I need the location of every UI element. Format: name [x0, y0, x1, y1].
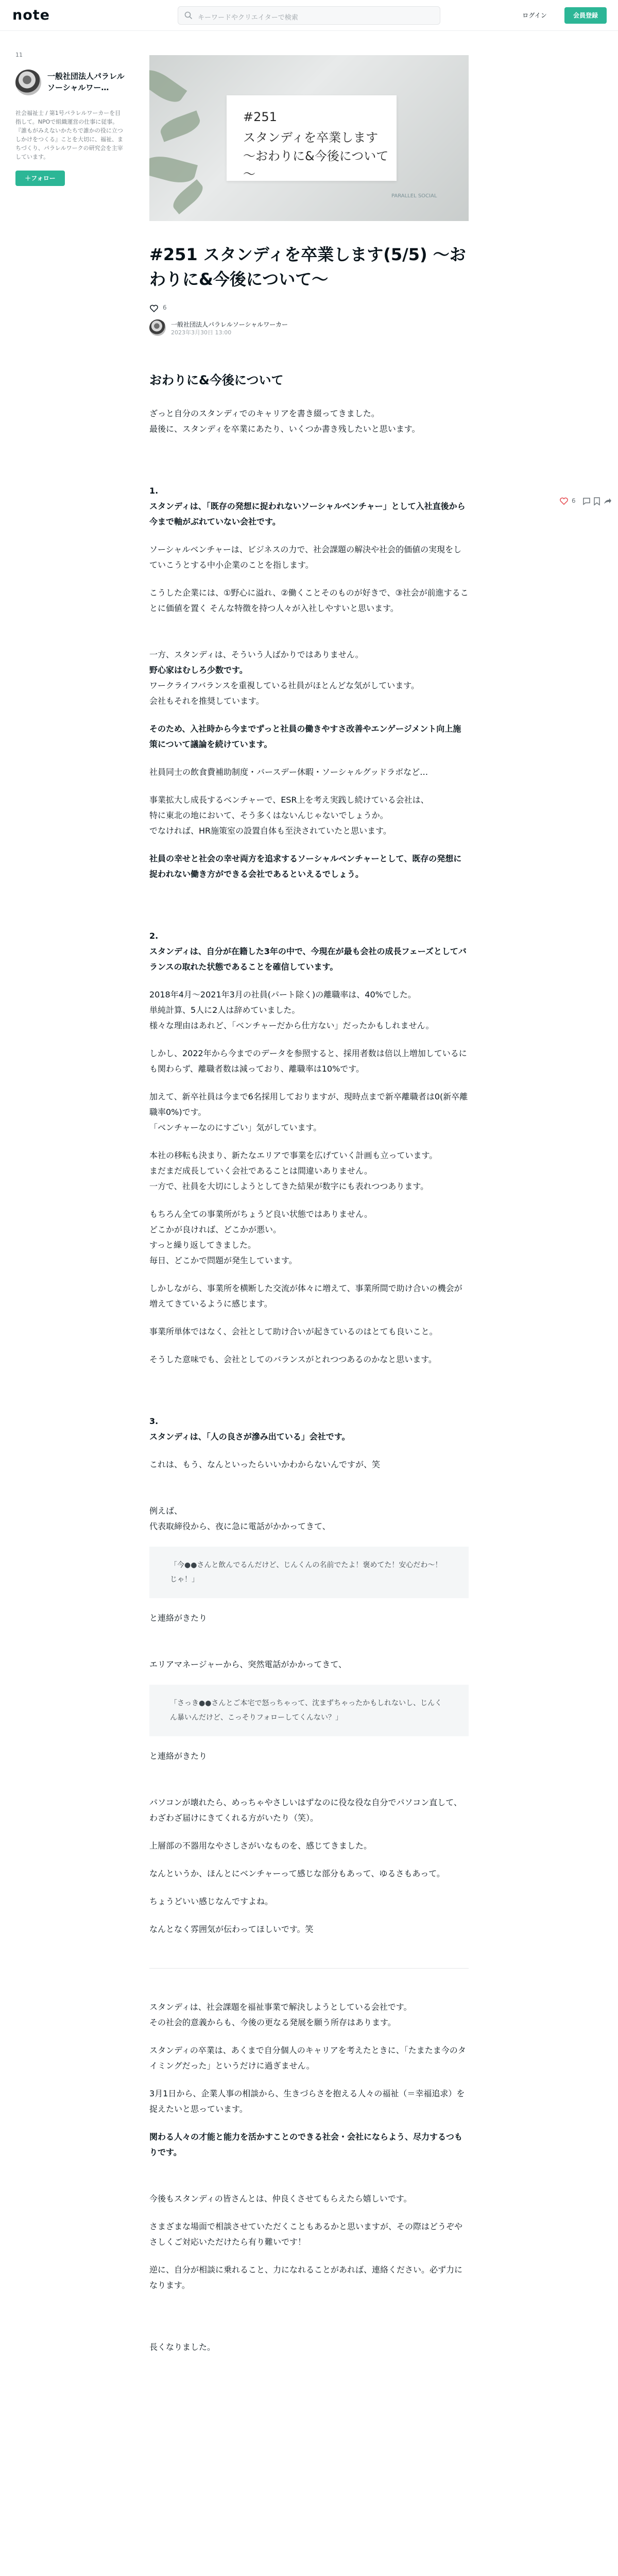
section-heading: スタンディは、「人の良さが滲み出ている」会社です。: [149, 1432, 350, 1442]
author-row: [15, 67, 124, 98]
paragraph: しかし、2022年から今までのデータを参照すると、採用者数は倍以上増加しているにも関わらず、離職者数は減っており、離職率は10%です。: [149, 1048, 467, 1074]
paragraph: 野心家はむしろ少数です。: [149, 665, 248, 675]
paragraph: 単純計算、5人に2人は辞めていました。: [149, 1005, 300, 1015]
paragraph: その社会的意義からも、今後の更なる発展を願う所存はあります。: [149, 2018, 396, 2027]
hero-image: [149, 55, 469, 221]
heart-icon[interactable]: [149, 304, 159, 313]
paragraph: 本社の移転も決まり、新たなエリアで事業を広げていく計画も立っています。: [149, 1150, 438, 1160]
paragraph: スタンディは、社会課題を福祉事業で解決しようとしている会社です。: [149, 2002, 412, 2012]
paragraph: 2018年4月〜2021年3月の社員(パート除く)の離職率は、40%でした。: [149, 990, 416, 999]
byline-author[interactable]: 一般社団法人パラレルソーシャルワーカー: [171, 321, 288, 328]
follow-label: フォロー: [31, 175, 56, 182]
paragraph: 一方、スタンディは、そういう人ばかりではありません。: [149, 650, 364, 659]
paragraph: 代表取締役から、夜に急に電話がかかってきて、: [149, 1521, 331, 1531]
paragraph: 関わる人々の才能と能力を活かすことのできる社会・会社にならよう、尽力するつもりです。: [149, 2132, 462, 2157]
search-input[interactable]: [178, 6, 440, 25]
paragraph: エリアマネージャーから、突然電話がかかってきて、: [149, 1659, 347, 1669]
follow-button[interactable]: [15, 171, 65, 186]
quote-block: 「さっき●●さんとご本宅で怒っちゃって、沈まずちゃったかもしれないし、じんくん暴いんだけど、こっそりフォローしてくんない？」: [149, 1685, 469, 1736]
paragraph: 加えて、新卒社員は今まで6名採用しておりますが、現時点まで新卒離職者は0(新卒離職率0%)です。: [149, 1092, 468, 1117]
paragraph: パソコンが壊れたら、めっちゃやさしいはずなのに役な役な自分でパソコン直して、わざわざ届けにきてくれる方がいたり（笑）。: [149, 1798, 462, 1823]
note-logo[interactable]: note: [12, 7, 50, 23]
magazine-number[interactable]: 11: [15, 52, 23, 58]
paragraph: 今後もスタンディの皆さんとは、仲良くさせてもらえたら嬉しいです。: [149, 2194, 412, 2204]
paragraph: そうした意味でも、会社としてのバランスがとれつつあるのかなと思います。: [149, 1354, 437, 1364]
login-button[interactable]: ログイン: [522, 12, 547, 19]
author-sidebar: [15, 52, 124, 186]
paragraph: 3月1日から、企業人事の相談から、生きづらさを抱える人々の福祉（＝幸福追求）を捉えたいと思っています。: [149, 2089, 465, 2114]
paragraph: なんとなく雰囲気が伝わってほしいです。笑: [149, 1924, 314, 1934]
signup-button[interactable]: 会員登録: [564, 7, 607, 24]
hero-line-3: ～おわりに&今後について～: [243, 149, 389, 181]
paragraph: 様々な理由はあれど、「ベンチャーだから仕方ない」だったかもしれません。: [149, 1021, 434, 1030]
article-body: [149, 242, 469, 2355]
leaf-decoration: [169, 179, 207, 214]
paragraph: 会社もそれを推奨しています。: [149, 696, 264, 706]
section-number: 2.: [149, 931, 159, 941]
article-title: #251 スタンディを卒業します(5/5) 〜おわりに&今後について〜: [149, 245, 466, 289]
paragraph: 事業拡大し成長するベンチャーで、ESR上を考え実践し続けている会社は、: [149, 795, 429, 805]
section-number: 1.: [149, 486, 159, 496]
bookmark-icon[interactable]: [592, 497, 602, 506]
search-placeholder: キーワードやクリエイターで検索: [198, 14, 298, 22]
paragraph: 例えば、: [149, 1506, 183, 1516]
paragraph: まだまだ成長していく会社であることは間違いありません。: [149, 1166, 372, 1176]
paragraph: 一方で、社員を大切にしようとしてきた結果が数字にも表れつつあります。: [149, 1181, 429, 1191]
paragraph: これは、もう、なんといったらいいかわからないんですが、笑: [149, 1460, 381, 1469]
hero-line-1: #251: [243, 110, 277, 124]
paragraph: ざっと自分のスタンディでのキャリアを書き綴ってきました。: [149, 409, 380, 418]
author-bio: 社会福祉士 / 第1号パラレルワーカーを目指して。NPOで組織運営の仕事に従事。『誰もがみえないかたちで誰かの役に立つしかけをつくる』ことを大切に、福祉、まちづくり、パラレルワークの研究会を主宰しています。: [15, 110, 123, 160]
paragraph: と連絡がきたり: [149, 1751, 208, 1761]
paragraph: すっと繰り返してきました。: [149, 1240, 256, 1250]
paragraph: 社員同士の飲食費補助制度・バースデー休暇・ソーシャルグッドラボなど…: [149, 767, 428, 777]
leaf-decoration: [149, 64, 187, 108]
like-count: 6: [163, 304, 167, 311]
byline-date: 2023年3月30日 13:00: [171, 329, 232, 336]
quote-block: 「今●●さんと飲んでるんだけど、じんくんの名前でたよ！褒めてた！安心だわ〜！じゃ！」: [149, 1547, 469, 1598]
paragraph: そのため、入社時から今までずっと社員の働きやすさ改善やエンゲージメント向上施策について議論を続けています。: [149, 724, 461, 749]
paragraph: 逆に、自分が相談に乗れること、力になれることがあれば、連絡ください。必ず力になります。: [149, 2265, 463, 2290]
section-number: 3.: [149, 1416, 159, 1426]
byline: [149, 319, 469, 338]
paragraph: ワークライフバランスを重視している社員がほとんどな気がしています。: [149, 681, 420, 690]
leaf-decoration: [149, 152, 198, 187]
paragraph: 最後に、スタンディを卒業にあたり、いくつか書き残したいと思います。: [149, 424, 420, 434]
paragraph: 「ベンチャーなのにすごい」気がしています。: [149, 1123, 322, 1132]
divider: [149, 1968, 469, 1969]
paragraph: と連絡がきたり: [149, 1613, 208, 1623]
floating-actions: [559, 496, 611, 508]
paragraph: 毎日、どこかで問題が発生しています。: [149, 1256, 297, 1265]
paragraph: でなければ、HR施策室の設置自体も至決されていたと思います。: [149, 826, 391, 836]
avatar[interactable]: [149, 319, 166, 336]
paragraph: 特に東北の地において、そう多くはないんじゃないでしょうか。: [149, 810, 388, 820]
paragraph: 上層部の不器用なやさしさがいなものを、感じてきました。: [149, 1841, 372, 1851]
paragraph: ソーシャルベンチャーは、ビジネスの力で、社会課題の解決や社会的価値の実現をしていこうとする中小企業のことを指します。: [149, 545, 462, 570]
hero-line-2: スタンディを卒業します: [243, 130, 379, 145]
paragraph: もちろん全ての事業所がちょうど良い状態ではありません。: [149, 1209, 372, 1219]
like-count: 6: [572, 497, 576, 504]
like-button[interactable]: [149, 303, 469, 314]
heart-icon[interactable]: [559, 497, 569, 506]
leaf-decoration: [158, 110, 202, 142]
paragraph: 事業所単体ではなく、会社として助け合いが起きているのはとても良いこと。: [149, 1327, 438, 1336]
paragraph: ちょうどいい感じなんですよね。: [149, 1896, 273, 1906]
paragraph: しかしながら、事業所を横断した交流が体々に増えて、事業所間で助け合いの機会が増えてきているように感じます。: [149, 1283, 462, 1309]
search-icon: [184, 11, 193, 20]
paragraph: こうした企業には、①野心に溢れ、②働くことそのものが好きで、③社会が前進することに価値を置く そんな特徴を持つ人々が入社しやすいと思います。: [149, 588, 469, 613]
section-heading: スタンディは、自分が在籍した3年の中で、今現在が最も会社の成長フェーズとしてバランスの取れた状態であることを確信しています。: [149, 946, 467, 972]
paragraph: 長くなりました。: [149, 2342, 216, 2352]
paragraph: なんというか、ほんとにベンチャーって感じな部分もあって、ゆるさもあって。: [149, 1869, 445, 1878]
hero-title-card: [227, 95, 397, 181]
author-name[interactable]: 一般社団法人パラレルソーシャルワー…: [47, 72, 125, 92]
section-heading: スタンディは、「既存の発想に捉われないソーシャルベンチャー」として入社直後から今まで軸がぶれていない会社です。: [149, 501, 466, 527]
site-header: [0, 0, 618, 31]
comment-icon[interactable]: [582, 497, 591, 506]
share-icon[interactable]: [603, 497, 612, 506]
paragraph: さまざまな場面で相談させていただくこともあるかと思いますが、その際はどうぞやさしくご対応いただけたら有り難いです！: [149, 2222, 463, 2247]
plus-icon: ＋: [25, 175, 31, 182]
paragraph: どこかが良ければ、どこかが悪い。: [149, 1225, 282, 1234]
avatar[interactable]: [15, 70, 41, 95]
hero-brand: PARALLEL SOCIAL: [391, 193, 437, 199]
paragraph: 社員の幸せと社会の幸せ両方を追求するソーシャルベンチャーとして、既存の発想に捉われない働き方ができる会社であるといえるでしょう。: [149, 854, 462, 879]
section-title: おわりに&今後について: [149, 373, 284, 387]
paragraph: スタンディの卒業は、あくまで自分個人のキャリアを考えたときに、「たまたま今のタイミングだった」というだけに過ぎません。: [149, 2045, 466, 2071]
